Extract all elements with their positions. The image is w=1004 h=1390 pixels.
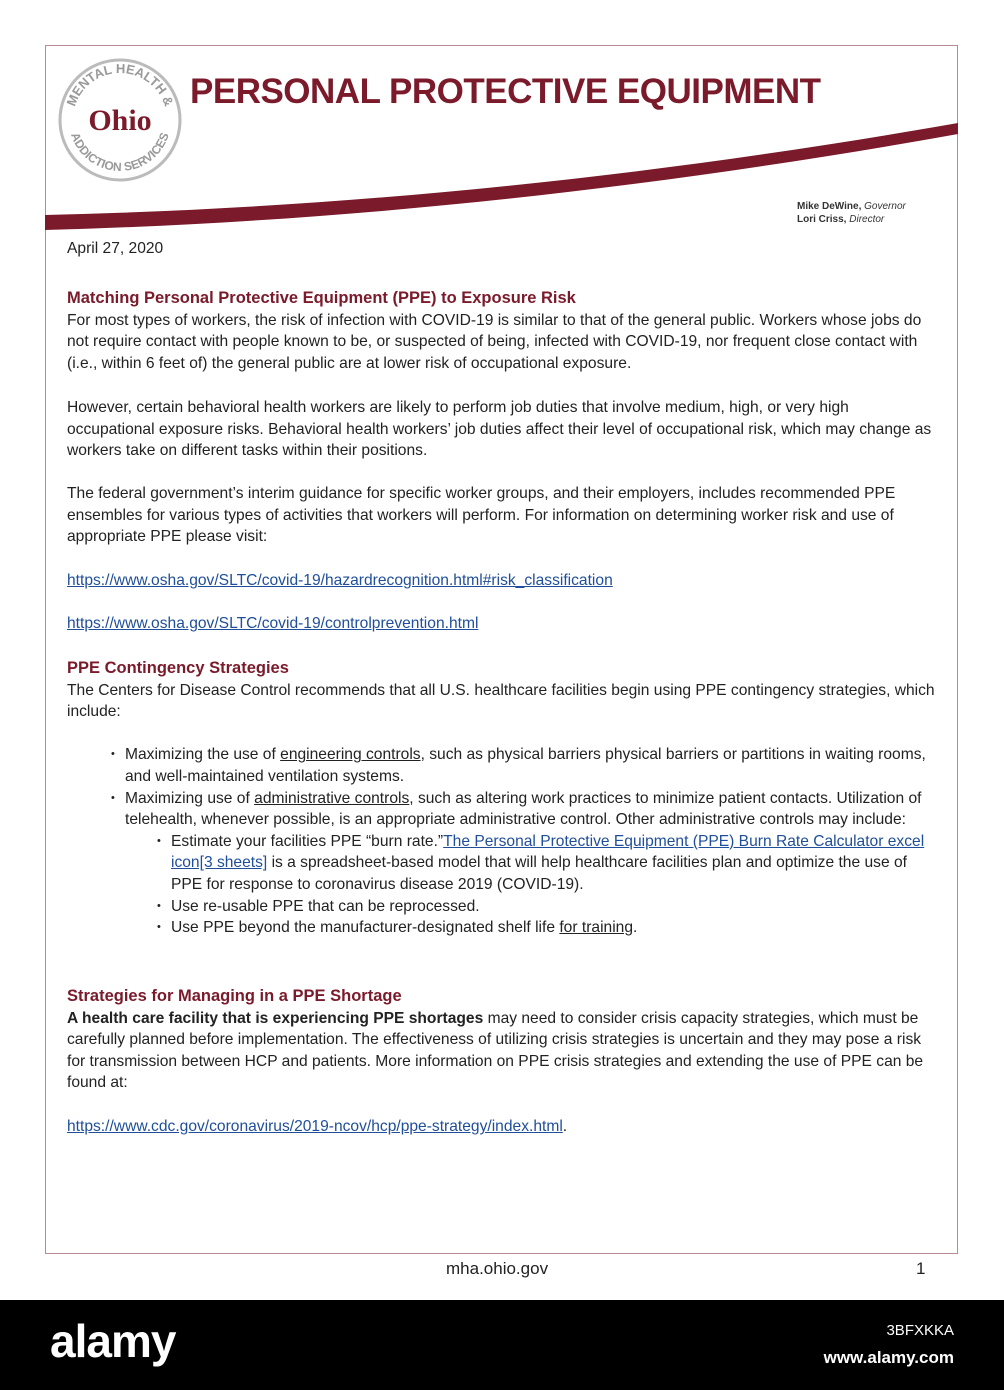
watermark-brand: alamy bbox=[50, 1315, 176, 1367]
burn-rate-calculator-link[interactable]: The Personal Protective Equipment (PPE) Burn Rate Calculator excel icon[3 sheets] bbox=[171, 832, 925, 872]
paragraph: A health care facility that is experiencing PPE shortages may need to consider crisis capacity strategies, which must be carefully planned before implementation. The effectiveness of utilizing crisis strategies is uncertain and they may pose a risk for transmission between HCP and patients. More information on PPE crisis strategies and extending the use of PPE can be found at: bbox=[67, 1009, 924, 1092]
section-heading: Matching Personal Protective Equipment (PPE) to Exposure Risk bbox=[67, 289, 576, 307]
watermark-code: 3BFXKKA bbox=[886, 1322, 954, 1339]
paragraph: The federal government’s interim guidance for specific worker groups, and their employers, includes recommended PPE ensembles for various types of activities that workers will perform. For information on determining worker risk and use of appropriate PPE please visit: bbox=[67, 485, 896, 546]
section-heading: PPE Contingency Strategies bbox=[67, 659, 289, 677]
osha-hazard-link[interactable]: https://www.osha.gov/SLTC/covid-19/hazardrecognition.html#risk_classification bbox=[67, 572, 613, 589]
watermark-site: www.alamy.com bbox=[823, 1348, 954, 1367]
section-shortage bbox=[67, 986, 937, 1094]
list-item: • Estimate your facilities PPE “burn rate.”The Personal Protective Equipment (PPE) Burn Rate Calculator excel icon[3 sheets] is a spreadsheet-based model that will help healthcare facilities plan and optimize the use of PPE for response to coronavirus disease 2019 (COVID-19). bbox=[171, 831, 937, 896]
officials: Mike DeWine, Governor Lori Criss, Director bbox=[797, 201, 906, 225]
paragraph: However, certain behavioral health workers are likely to perform job duties that involve medium, high, or very high occupational exposure risks. Behavioral health workers’ job duties affect their level of occupational risk, which may change as workers take on different tasks within their positions. bbox=[67, 399, 932, 460]
paragraph: The Centers for Disease Control recommends that all U.S. healthcare facilities begin using PPE contingency strategies, which include: bbox=[67, 681, 935, 721]
list-item: • Use PPE beyond the manufacturer-designated shelf life for training. bbox=[171, 917, 937, 939]
bullet-list bbox=[67, 744, 937, 938]
svg-text:Ohio: Ohio bbox=[88, 104, 152, 137]
sub-list bbox=[125, 831, 937, 939]
paragraph: For most types of workers, the risk of infection with COVID-19 is similar to that of the general public. Workers whose jobs do not require contact with people known to be, or suspected of being, infected with COVID-19, nor frequent close contact with (i.e., within 6 feet of) the general public are at lower risk of occupational exposure. bbox=[67, 311, 922, 372]
cdc-strategy-link[interactable]: https://www.cdc.gov/coronavirus/2019-ncov/hcp/ppe-strategy/index.html bbox=[67, 1118, 563, 1135]
svg-text:ADDICTION SERVICES: ADDICTION SERVICES bbox=[68, 130, 172, 175]
list-item: • Maximizing the use of engineering controls, such as physical barriers physical barriers or partitions in waiting rooms, and well-maintained ventilation systems. bbox=[125, 744, 937, 787]
section-exposure-risk bbox=[67, 288, 937, 374]
footer-site: mha.ohio.gov bbox=[446, 1259, 549, 1278]
osha-control-link[interactable]: https://www.osha.gov/SLTC/covid-19/controlprevention.html bbox=[67, 615, 479, 632]
svg-text:MENTAL HEALTH &: MENTAL HEALTH & bbox=[63, 60, 177, 109]
section-contingency bbox=[67, 658, 937, 939]
page-title: PERSONAL PROTECTIVE EQUIPMENT bbox=[190, 72, 821, 111]
list-item: • Use re-usable PPE that can be reprocessed. bbox=[171, 896, 937, 918]
date: April 27, 2020 bbox=[67, 240, 164, 257]
section-heading: Strategies for Managing in a PPE Shortage bbox=[67, 987, 402, 1005]
list-item: • Maximizing use of administrative controls, such as altering work practices to minimize patient contacts. Utilization of telehealth, whenever possible, is an appropriate administrative control. Other administrative controls may include: • Estimate your facilities PPE “burn rate.”The Personal Protective Equipment (PPE) Burn Rate Calculator excel icon[3 sheets] is a spreadsheet-based model that will help healthcare facilities plan and optimize the use of PPE for response to coronavirus disease 2019 (COVID-19). • Use re-usable PPE that can be reprocessed. • Use PPE beyond the manufacturer-designated shelf life for training. bbox=[125, 788, 937, 939]
watermark-bar bbox=[0, 1300, 1004, 1390]
page-number: 1 bbox=[916, 1259, 926, 1278]
